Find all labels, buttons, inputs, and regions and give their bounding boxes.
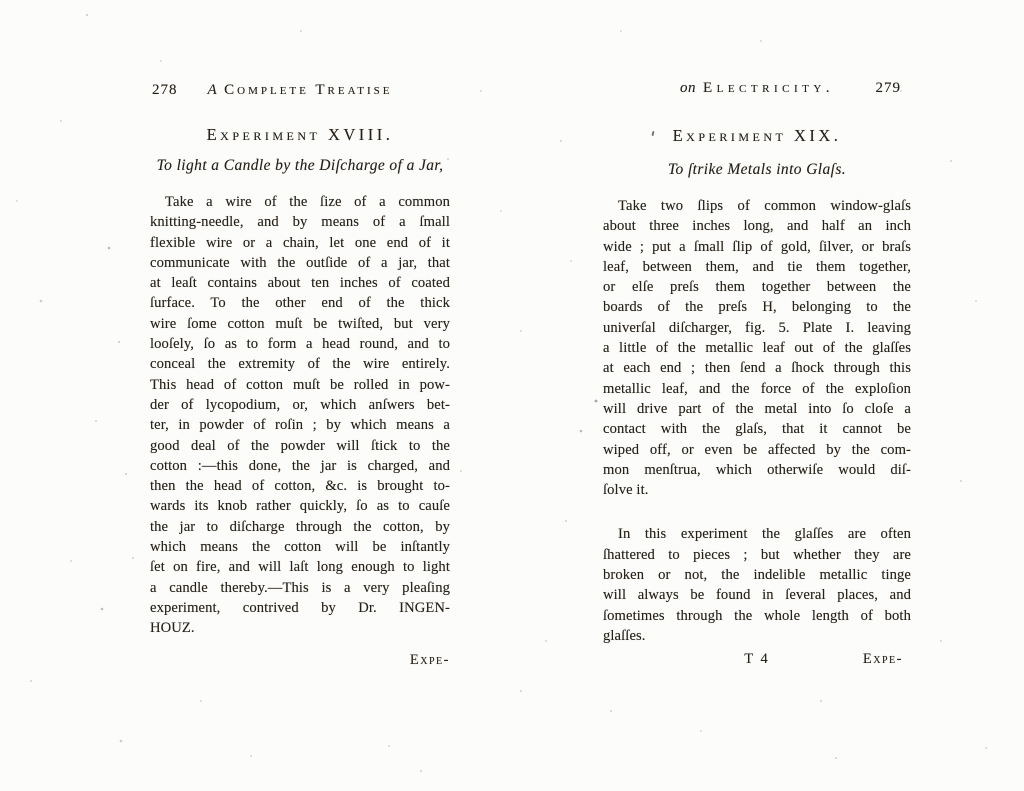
text-line: ſolve it. — [603, 482, 649, 499]
text-line: good deal of the powder will ſtick to the — [150, 437, 450, 454]
text-line: looſely, ſo as to form a head round, and to — [150, 336, 450, 353]
left-body-text — [150, 192, 450, 639]
text-line: a candle thereby.—This is a very pleaſing — [150, 579, 450, 596]
right-page-footer — [603, 650, 911, 668]
text-line: In this experiment the glaſſes are often — [618, 526, 911, 543]
right-page-number: 279 — [875, 80, 901, 96]
right-experiment-subtitle: To ſtrike Metals into Glaſs. — [667, 161, 847, 178]
text-line: Take a wire of the ſize of a common — [165, 194, 450, 210]
text-line: mon menſtrua, which otherwiſe would diſ- — [603, 461, 911, 478]
text-line: then the head of cotton, &c. is brought to- — [150, 478, 450, 495]
paragraph — [603, 524, 911, 646]
text-line: about three inches long, and half an inch — [603, 218, 911, 235]
left-experiment-subtitle: To light a Candle by the Diſcharge of a Jar, — [156, 157, 444, 174]
running-title-prefix: on — [679, 80, 696, 96]
text-line: wide ; put a ſmall ſlip of gold, ſilver, or braſs — [603, 238, 911, 255]
text-line: glaſſes. — [603, 627, 646, 644]
text-line: This head of cotton muſt be rolled in pow- — [150, 376, 450, 393]
text-line: contact with the glaſs, that it cannot be — [603, 421, 911, 438]
right-body-text — [603, 196, 911, 646]
text-line: will always be found in ſeveral places, and — [603, 587, 911, 604]
right-running-title — [680, 80, 834, 96]
left-experiment-heading: Experiment XVIII. — [206, 125, 394, 144]
text-line: a little of the metallic leaf out of the glaſſes — [603, 340, 911, 357]
running-title-main: Complete Treatise — [224, 82, 393, 98]
right-catchword: Expe- — [862, 651, 903, 668]
right-experiment-heading: Experiment XIX. — [672, 126, 842, 145]
text-line: ter, in powder of roſin ; by which means a — [150, 417, 450, 434]
text-line: univerſal diſcharger, fig. 5. Plate I. leaving — [603, 319, 911, 336]
text-line: will drive part of the metal into ſo cloſe a — [603, 400, 911, 417]
text-line: knitting-needle, and by means of a ſmall — [150, 214, 450, 231]
text-line: wards its knob rather quickly, ſo as to cauſe — [150, 498, 450, 515]
running-title-prefix: A — [207, 82, 218, 98]
paragraph — [603, 196, 911, 500]
left-catchword: Expe- — [409, 651, 450, 668]
text-line: the jar to diſcharge through the cotton, by — [150, 518, 450, 535]
left-running-head — [150, 80, 450, 100]
text-line: ſurface. To the other end of the thick — [150, 295, 450, 312]
text-line: flexible wire or a chain, let one end of it — [150, 234, 450, 251]
text-line: leaf, between them, and tie them together, — [603, 258, 911, 275]
text-line: wire ſome cotton muſt be twiſted, but very — [150, 315, 450, 332]
text-line: metallic leaf, and the force of the exploſion — [603, 380, 911, 397]
running-title-main: Electricity. — [702, 80, 835, 96]
text-line: Take two ſlips of common window-glaſs — [618, 198, 911, 214]
text-line: ſhattered to pieces ; but whether they are — [603, 546, 911, 563]
text-line: conceal the extremity of the wire entirely. — [150, 356, 450, 373]
text-line: or elſe preſs them together between the — [603, 279, 911, 296]
text-line: at each end ; then ſend a ſhock through this — [603, 360, 911, 377]
left-page-footer — [150, 651, 450, 669]
signature-mark: T 4 — [744, 651, 770, 668]
text-line: boards of the preſs H, belonging to the — [603, 299, 911, 316]
left-page — [150, 80, 450, 669]
left-page-number: 278 — [152, 82, 178, 98]
right-page — [603, 78, 911, 668]
text-line: ſometimes through the whole length of both — [603, 607, 911, 624]
text-line: der of lycopodium, or, which anſwers bet- — [150, 396, 450, 413]
text-line: HOUZ. — [150, 620, 195, 637]
text-line: wiped off, or even be affected by the com- — [603, 441, 911, 458]
text-line: cotton :—this done, the jar is charged, and — [150, 457, 450, 474]
text-line: ſet on fire, and will laſt long enough to light — [150, 559, 450, 576]
left-running-title — [207, 82, 392, 98]
text-line: communicate with the outſide of a jar, that — [150, 254, 450, 271]
paragraph — [150, 192, 450, 639]
scan-noise — [0, 0, 2, 2]
text-line: experiment, contrived by Dr. INGEN- — [150, 599, 450, 616]
right-running-head — [603, 78, 911, 98]
text-line: broken or not, the indelible metallic tinge — [603, 567, 911, 584]
text-line: which means the cotton will be inſtantly — [150, 539, 450, 556]
text-line: at leaſt contains about ten inches of coated — [150, 275, 450, 292]
